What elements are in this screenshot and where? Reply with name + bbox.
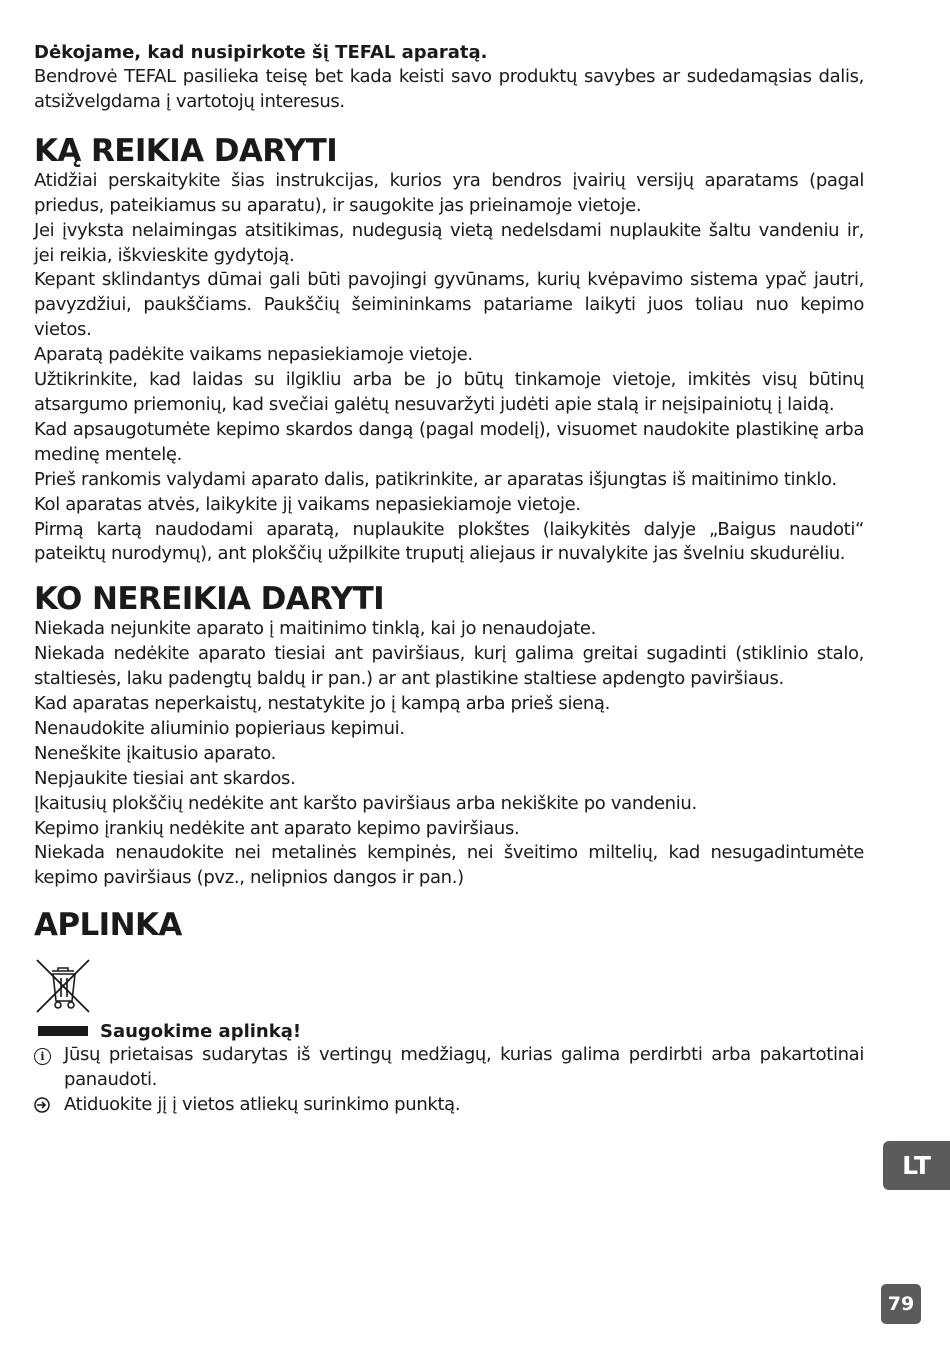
intro-paragraph: Bendrovė TEFAL pasilieka teisę bet kada keisti savo produktų savybes ar sudedamąsias dalis, atsižvelgdama į vartotojų interesus.: [34, 66, 864, 112]
dont-paragraph: Nenaudokite aliuminio popieriaus kepimui.: [34, 717, 405, 739]
info-text: Jūsų prietaisas sudarytas iš vertingų medžiagų, kurias galima perdirbti arba pakartotinai panaudoti.: [64, 1044, 864, 1091]
do-paragraph: Prieš rankomis valydami aparato dalis, patikrinkite, ar aparatas išjungtas iš maitinimo tinklo.: [34, 468, 837, 490]
do-section-list: [34, 169, 864, 568]
arrow-text: Atiduokite jį į vietos atliekų surinkimo punktą.: [64, 1094, 461, 1116]
do-paragraph: Kepant sklindantys dūmai gali būti pavojingi gyvūnams, kurių kvėpavimo sistema ypač jautri, pavyzdžiui, paukščiams. Paukščių šeimininkams patariame laikyti juos toliau nuo kepimo vietos.: [34, 269, 864, 341]
crossed-out-wheelie-bin-icon: [34, 957, 92, 1015]
dont-section-list: [34, 617, 864, 891]
do-paragraph: Kad apsaugotumėte kepimo skardos dangą (pagal modelį), visuomet naudokite plastikinę arba medinę mentelę.: [34, 418, 864, 465]
dont-paragraph: Neneškite įkaitusio aparato.: [34, 742, 276, 764]
dont-paragraph: Kad aparatas neperkaistų, nestatykite jo į kampą arba prieš sieną.: [34, 693, 610, 715]
info-bullet: [34, 1043, 864, 1093]
page-number: 79: [881, 1284, 921, 1324]
intro-block: [34, 40, 864, 115]
dont-paragraph: Kepimo įrankių nedėkite ant aparato kepimo paviršiaus.: [34, 817, 520, 839]
black-bar-marker: [38, 1026, 88, 1036]
save-environment-label: Saugokime aplinką!: [100, 1020, 302, 1042]
save-environment-row: [34, 1019, 864, 1043]
dont-paragraph: Niekada nedėkite aparato tiesiai ant paviršiaus, kurį galima greitai sugadinti (stiklinio stalo, staltiesės, laku padengtų baldų ir pan.) ar ant plastikine staltiese apdengto paviršiaus.: [34, 643, 864, 690]
do-paragraph: Aparatą padėkite vaikams nepasiekiamoje vietoje.: [34, 344, 473, 366]
section-title-do: KĄ REIKIA DARYTI: [34, 132, 338, 169]
arrow-bullet: [34, 1093, 864, 1121]
info-icon: i: [34, 1048, 51, 1065]
document-body: [34, 40, 864, 1121]
arrow-right-icon: [34, 1093, 64, 1121]
dont-paragraph: Nepjaukite tiesiai ant skardos.: [34, 767, 296, 789]
do-paragraph: Kol aparatas atvės, laikykite jį vaikams nepasiekiamoje vietoje.: [34, 493, 581, 515]
section-title-dont: KO NEREIKIA DARYTI: [34, 581, 385, 618]
do-paragraph: Užtikrinkite, kad laidas su ilgikliu arba be jo būtų tinkamoje vietoje, imkitės visų būtinų atsargumo priemonių, kad svečiai galėtų nesuvaržyti judėti apie stalą ir neįsipainiotų į laidą.: [34, 369, 864, 415]
do-paragraph: Pirmą kartą naudodami aparatą, nuplaukite plokštes (laikykitės dalyje „Baigus naudoti“ pateiktų nurodymų), ant plokščių užpilkite truputį aliejaus ir nuvalykite jas švelniu skudurėliu.: [34, 518, 864, 565]
language-tab: LT: [883, 1141, 950, 1190]
dont-paragraph: Niekada nejunkite aparato į maitinimo tinklą, kai jo nenaudojate.: [34, 618, 597, 640]
do-paragraph: Atidžiai perskaitykite šias instrukcijas, kurios yra bendros įvairių versijų aparatams (pagal priedus, pateikiamus su aparatu), ir saugokite jas prieinamoje vietoje.: [34, 169, 864, 216]
do-paragraph: Jei įvyksta nelaimingas atsitikimas, nudegusią vietą nedelsdami nuplaukite šaltu vandeniu ir, jei reikia, iškvieskite gydytoją.: [34, 219, 864, 266]
info-icon-wrap: [34, 1043, 64, 1068]
dont-paragraph: Niekada nenaudokite nei metalinės kempinės, nei šveitimo miltelių, kad nesugadintumėte kepimo paviršiaus (pvz., nelipnios dangos ir pan.): [34, 842, 864, 889]
dont-paragraph: Įkaitusių plokščių nedėkite ant karšto paviršiaus arba nekiškite po vandeniu.: [34, 792, 697, 814]
intro-thanks: Dėkojame, kad nusipirkote šį TEFAL aparatą.: [34, 42, 488, 63]
section-title-environment: APLINKA: [34, 907, 182, 944]
